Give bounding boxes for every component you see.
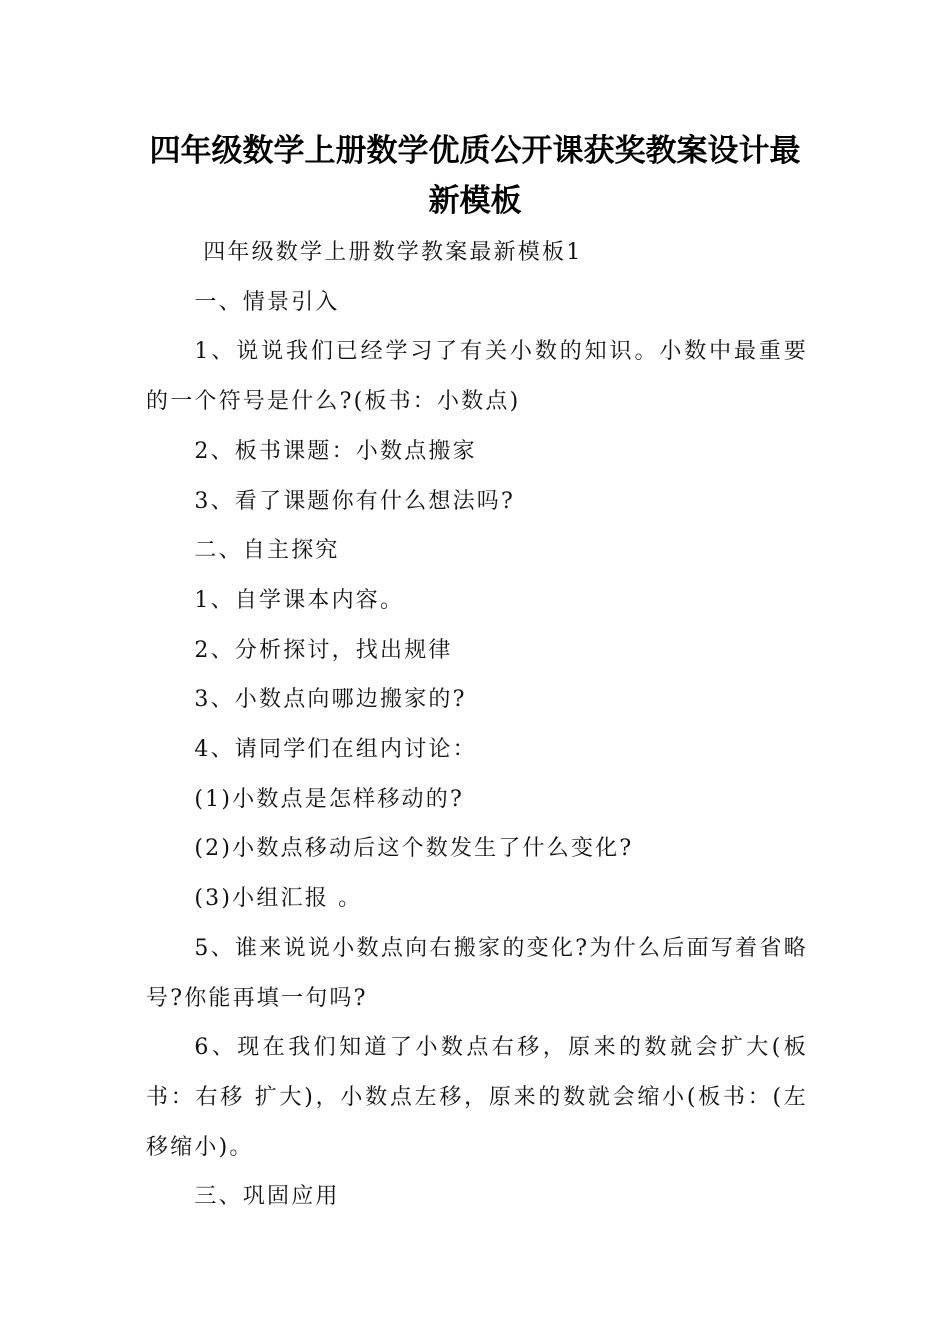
paragraph: 3、看了课题你有什么想法吗?	[194, 488, 515, 514]
paragraph: 2、板书课题：小数点搬家	[194, 438, 477, 464]
section-subtitle: 四年级数学上册数学教案最新模板1	[203, 240, 583, 265]
paragraph: 5、谁来说说小数点向右搬家的变化?为什么后面写着省略号?你能再填一句吗?	[146, 935, 808, 1011]
paragraph: (1)小数点是怎样移动的?	[194, 786, 464, 812]
paragraph: 三、巩固应用	[194, 1184, 340, 1210]
paragraph: 二、自主探究	[194, 538, 340, 564]
document-title: 四年级数学上册数学优质公开课获奖教案设计最新模板	[149, 133, 801, 219]
document-body	[146, 228, 808, 1222]
paragraph: 6、现在我们知道了小数点右移，原来的数就会扩大(板书：右移 扩大)，小数点左移，原来的数就会缩小(板书：(左移缩小)。	[146, 1035, 808, 1160]
paragraph: 4、请同学们在组内讨论：	[194, 737, 477, 763]
paragraph: (3)小组汇报 。	[194, 886, 363, 912]
paragraph: 1、自学课本内容。	[194, 587, 405, 613]
paragraph: 3、小数点向哪边搬家的?	[194, 687, 467, 713]
paragraph: 2、分析探讨，找出规律	[194, 637, 453, 663]
paragraph: 1、说说我们已经学习了有关小数的知识。小数中最重要的一个符号是什么?(板书：小数点)	[146, 339, 808, 415]
paragraph: 一、情景引入	[194, 289, 340, 315]
paragraph: (2)小数点移动后这个数发生了什么变化?	[194, 836, 634, 862]
